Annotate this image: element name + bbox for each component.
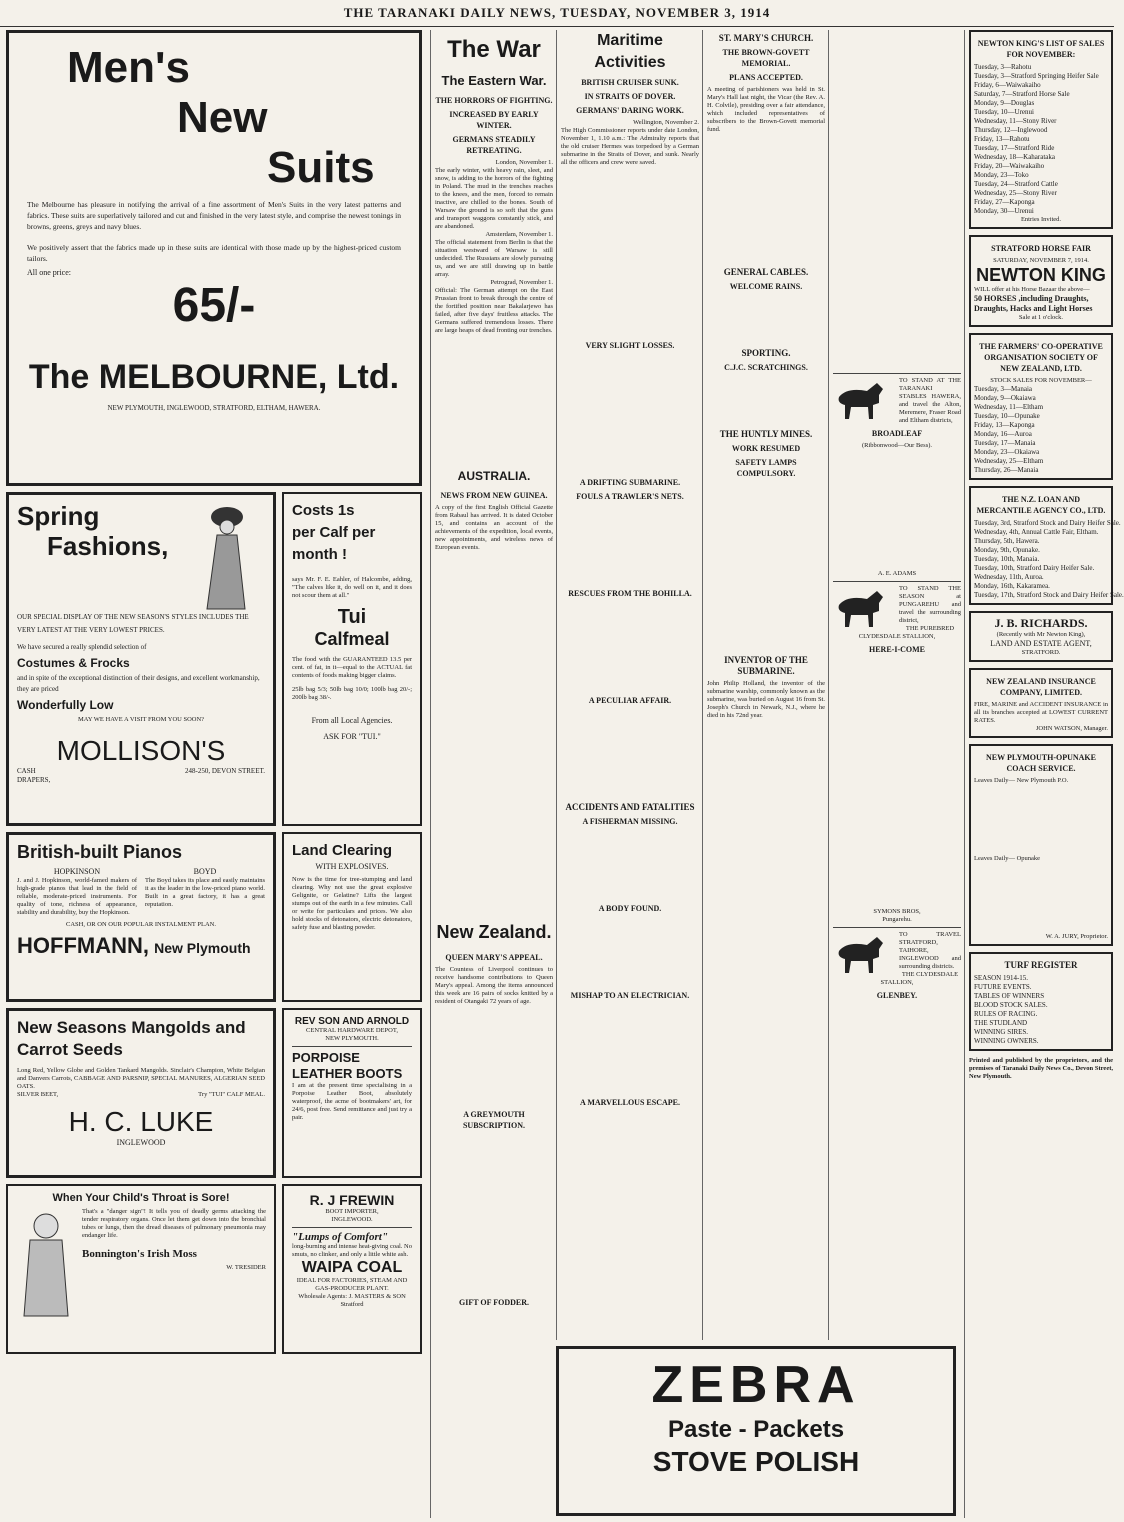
column-war: [430, 30, 553, 1518]
calf-body: The food with the GUARANTEED 13.5 per cent. of fat, in it—equal to the ACTUAL fat contents of foods making bigger claims.: [292, 656, 412, 679]
body-found-heading: A BODY FOUND.: [598, 904, 662, 913]
zebra-line-2: STOVE POLISH: [652, 1446, 860, 1477]
loan-sale-item: Wednesday, 11th, Auroa.: [974, 573, 1044, 581]
richards-place: STRATFORD.: [1021, 649, 1061, 656]
war-title: The War: [447, 36, 541, 63]
hoffmann-name: HOFFMANN,: [17, 933, 149, 958]
coal-agents: Wholesale Agents: J. MASTERS & SON: [298, 1293, 406, 1300]
broadleaf-name: BROADLEAF: [871, 429, 923, 438]
ad-company: The MELBOURNE, Ltd.: [28, 358, 400, 396]
loan-sale-item: Monday, 9th, Opunake.: [974, 546, 1040, 554]
farmers-sale-item: Tuesday, 17—Manaia: [974, 439, 1036, 447]
calfmeal-brand: Calfmeal: [314, 629, 390, 649]
turf-item: SEASON 1914-15.: [974, 974, 1029, 982]
ad-assert: We positively assert that the fabrics made up in these suits are identical with those made up by the highest-priced custom tailors.: [27, 243, 401, 263]
loan-sale-item: Tuesday, 10th, Manaia.: [974, 555, 1040, 563]
queen-mary-heading: QUEEN MARY'S APPEAL.: [445, 953, 543, 962]
throat-title: When Your Child's Throat is Sore!: [52, 1192, 230, 1204]
masthead: THE TARANAKI DAILY NEWS, TUESDAY, NOVEMBER 3, 1914: [0, 0, 1114, 27]
farmers-sale-item: Monday, 9—Okaiawa: [974, 394, 1036, 402]
ad-title-mens: Men's: [67, 43, 190, 92]
newton-sale-item: Wednesday, 11—Stony River: [974, 117, 1057, 125]
symons-place: Pungarehu.: [882, 916, 912, 923]
newton-sale-item: Monday, 9—Douglas: [974, 99, 1035, 107]
zebra-brand: ZEBRA: [651, 1356, 861, 1414]
spring-variety: and in spite of the exceptional distinction of their designs, and excellent workmanship, they are priced: [17, 674, 260, 693]
land-sub: WITH EXPLOSIVES.: [315, 862, 389, 871]
mangolds-ad: [6, 1008, 276, 1178]
hopkinson-name: HOPKINSON: [53, 867, 101, 876]
ad-title-new: New: [177, 93, 268, 142]
calf-title-3: month !: [292, 546, 347, 563]
war-body-text-2: [435, 552, 553, 912]
richards-sub: (Recently with Mr Newton King),: [996, 631, 1086, 638]
rev-place: NEW PLYMOUTH.: [325, 1035, 379, 1042]
land-title: Land Clearing: [292, 842, 393, 859]
church-title: ST. MARY'S CHURCH.: [718, 33, 814, 43]
calf-title-1: Costs 1s: [292, 502, 355, 519]
zebra-ad: [556, 1346, 956, 1516]
newton-sale-item: Wednesday, 18—Kaharataka: [974, 153, 1056, 161]
newton-sale-item: Friday, 13—Rahotu: [974, 135, 1030, 143]
turf-item: WINNING SIRES.: [974, 1028, 1029, 1036]
throat-dealer: W. TRESIDER: [226, 1264, 266, 1271]
church-body-text-3: [707, 376, 825, 426]
throat-body: That's a "danger sign"! It tells you of deadly germs attacking the tender respiratory organs. Once let them get down into the bronchial tubes or lungs, then the dread diseases of pulmonary pneumonia may endanger life.: [82, 1208, 266, 1239]
church-body-text-2: [707, 295, 825, 345]
mishap-heading: MISHAP TO AN ELECTRICIAN.: [570, 991, 690, 1000]
maritime-heading-1: BRITISH CRUISER SUNK.: [581, 78, 679, 87]
maritime-body-text-6: [561, 830, 699, 900]
farmers-sale-item: Wednesday, 11—Eltham: [974, 403, 1044, 411]
rev-depot: CENTRAL HARDWARE DEPOT,: [306, 1027, 398, 1034]
cjc-heading: C.J.C. SCRATCHINGS.: [724, 363, 808, 372]
fodder-heading: GIFT OF FODDER.: [458, 1298, 529, 1307]
newton-sale-item: Saturday, 7—Stratford Horse Sale: [974, 90, 1070, 98]
farmers-sales-ad: [969, 333, 1113, 480]
glenbey-text: [833, 1004, 961, 1204]
here-heading: TO STAND THE SEASON at PUNGAREHU and travel the surrounding district,: [899, 585, 961, 624]
horse-sale-time: Sale at 1 o'clock.: [1018, 314, 1064, 321]
church-para: A meeting of parishioners was held in St. Mary's Hall last night, the Vicar (the Rev. A. H. Colvile), presiding over a fair attendance, which included representatives of subscribers to the Brown-Govett memorial fund.: [707, 86, 825, 133]
maritime-body-text: [561, 167, 699, 337]
symons-firm: SYMONS BROS,: [873, 908, 921, 915]
lamps-heading: SAFETY LAMPS COMPULSORY.: [735, 458, 797, 478]
farmers-sale-item: Tuesday, 10—Opunake: [974, 412, 1040, 420]
insurance-body: FIRE, MARINE and ACCIDENT INSURANCE in all its branches accepted at LOWEST CURRENT RATES.: [974, 701, 1108, 724]
loan-sale-item: Monday, 16th, Kakaramea.: [974, 582, 1050, 590]
fisherman-heading: A FISHERMAN MISSING.: [582, 817, 678, 826]
spring-body: OUR SPECIAL DISPLAY OF THE NEW SEASON'S STYLES INCLUDES THE VERY LATEST AT THE VERY LOWEST PRICES.: [17, 613, 249, 634]
maritime-body-text-7: [561, 917, 699, 987]
newton-sale-item: Thursday, 12—Inglewood: [974, 126, 1048, 134]
mollisons-cash: CASH: [17, 767, 36, 775]
column-right: [964, 30, 1124, 1518]
loan-sale-item: Wednesday, 4th, Annual Cattle Fair, Eltham.: [974, 528, 1099, 536]
rains-heading: WELCOME RAINS.: [729, 282, 803, 291]
irish-moss-ad: [6, 1184, 276, 1354]
ad-title-suits: Suits: [267, 143, 375, 192]
hopkinson-body: J. and J. Hopkinson, world-famed makers of high-grade pianos that lead in the field of reliable, moderate-priced instruments. For quality of tone, richness of appearance, stability and durability, buy the Hopkinson.: [17, 877, 137, 916]
inventor-para: John Philip Holland, the inventor of the submarine warship, commonly known as the submarine, was buried on August 16 from St. Joseph's Church in Newark, N.J., where he died in his 72nd year.: [707, 680, 825, 719]
footer-imprint: Printed and published by the proprietors, and the premises of Taranaki Daily News Co., Devon Street, New Plymouth.: [969, 1057, 1113, 1080]
insurance-title: NEW ZEALAND INSURANCE COMPANY, LIMITED.: [986, 677, 1096, 697]
maritime-body-text-9: [561, 1111, 699, 1171]
horse-fifty: 50 HORSES ,including Draughts, Draughts, Hacks and Light Horses: [974, 294, 1093, 313]
new-zealand-title: New Zealand.: [436, 922, 552, 942]
mollisons-address: 248-250, DEVON STREET.: [185, 767, 265, 775]
turf-item: BLOOD STOCK SALES.: [974, 1001, 1048, 1009]
newton-king-name: NEWTON KING: [976, 265, 1106, 285]
column-ads-left: [6, 30, 422, 1518]
war-para-5: The Countess of Liverpool continues to receive handsome contributions to Queen Mary's appeal. Among the items announced this week are 16 pairs of socks knitted by a resident of Otangaki 72 years of age.: [435, 966, 553, 1005]
maritime-dateline: Wellington, November 2.: [633, 119, 699, 126]
frewin-coal-ad: [282, 1184, 422, 1354]
horse-offer: WILL offer at his Horse Bazaar the above—: [974, 286, 1090, 293]
newton-sale-item: Tuesday, 3—Rahotu: [974, 63, 1032, 71]
church-body-text-5: [707, 720, 825, 1280]
horse-fair-date: SATURDAY, NOVEMBER 7, 1914.: [993, 257, 1089, 264]
church-heading-2: PLANS ACCEPTED.: [729, 73, 803, 82]
newton-sale-item: Monday, 30—Urenui: [974, 207, 1034, 215]
land-clearing-ad: [282, 832, 422, 1002]
newton-list-items: [974, 63, 1108, 216]
calf-quote: says Mr. F. E. Eahler, of Halcombe, adding, "The calves like it, do well on it, and it does not scour them at all.": [292, 576, 412, 599]
pianos-title: British-built Pianos: [17, 842, 183, 862]
here-name: HERE-I-COME: [869, 645, 925, 654]
war-para-4: A copy of the first English Official Gazette from Rabaul has arrived. It is dated October 15, and contains an account of the achievements of the expedition, local events, new appointments, and wireless news of European events.: [435, 504, 553, 551]
maritime-heading-2: IN STRAITS OF DOVER.: [584, 92, 676, 101]
war-para-1: The early winter, with heavy rain, sleet, and snow, is adding to the horrors of the fighting in Poland. The mud in the trenches reaches to the knees, and the men, forced to remain inactive, are chilled to the bones. South of Warsaw the ground is so soft that the guns and transport waggons constantly stick, and are abandoned.: [435, 167, 553, 230]
coal-ideal: IDEAL FOR FACTORIES, STEAM AND GAS-PRODUCER PLANT.: [296, 1277, 408, 1292]
drifting-heading: A DRIFTING SUBMARINE.: [579, 478, 681, 487]
cables-heading: GENERAL CABLES.: [723, 267, 809, 277]
boyd-body: The Boyd takes its place and easily maintains it as the leader in the low-priced piano world. Built in a great factory, it has a great reputation.: [145, 877, 265, 908]
coal-title: "Lumps of Comfort": [292, 1231, 388, 1243]
ad-all-one-price: All one price:: [27, 268, 71, 277]
maritime-body-text-5: [561, 709, 699, 799]
land-body: Now is the time for tree-stumping and land clearing. Why not use the great explosive Gelignite, or Gelatine? Lifts the largest stumps out of the earth in a few minutes. Call or write for particulars and prices. We also hold stocks of detonators, electric detonators, safety fuse and blasting powder.: [292, 876, 412, 931]
loan-sale-item: Tuesday, 3rd, Stratford Stock and Dairy Heifer Sale.: [974, 519, 1121, 527]
glenbey-sub: THE CLYDESDALE STALLION,: [880, 971, 959, 986]
newton-sale-item: Tuesday, 17—Stratford Ride: [974, 144, 1055, 152]
calf-agencies: From all Local Agencies.: [311, 716, 393, 725]
maritime-body-text-8: [561, 1004, 699, 1094]
boots-body: I am at the present time specialising in a Porpoise Leather Boot, absolutely waterproof, the acme of bootmakers' art, for 24/6, post free. Send remittance and just try a pair.: [292, 1082, 412, 1121]
loan-sale-item: Thursday, 5th, Hawera.: [974, 537, 1040, 545]
mangolds-silver: SILVER BEET,: [17, 1091, 59, 1098]
pianos-ad: [6, 832, 276, 1002]
pianos-terms: CASH, OR ON OUR POPULAR INSTALMENT PLAN.: [66, 921, 216, 928]
mangolds-try: Try "TUI" CALF MEAL.: [198, 1091, 265, 1098]
farmers-list-items: [974, 385, 1108, 475]
here-sub: THE PUREBRED CLYDESDALE STALLION,: [858, 625, 955, 640]
entries-invited: Entries Invited.: [1020, 216, 1062, 223]
mangolds-body: Long Red, Yellow Globe and Golden Tankard Mangolds. Sinclair's Champion, White Belgian and Danvers Carrots, CABBAGE AND PARSNIP, SPECIAL MANURES, ALGERIAN SEED OATS.: [17, 1067, 265, 1090]
hoffmann-place: New Plymouth: [154, 940, 251, 956]
mangolds-title: New Seasons Mangolds and Carrot Seeds: [17, 1018, 246, 1059]
coach-timetable-np: [974, 785, 1108, 855]
calf-prices: 25lb bag 5/3; 50lb bag 10/0; 100lb bag 20/-; 200lb bag 38/-.: [292, 686, 412, 701]
farmers-title: THE FARMERS' CO-OPERATIVE ORGANISATION SOCIETY OF NEW ZEALAND, LTD.: [979, 342, 1103, 373]
newton-sale-item: Wednesday, 25—Stony River: [974, 189, 1057, 197]
boots-title: PORPOISE LEATHER BOOTS: [292, 1050, 403, 1081]
calf-ask: ASK FOR "TUI.": [323, 732, 381, 741]
lady-illustration-icon: [181, 501, 265, 611]
newton-list-title: NEWTON KING'S LIST OF SALES FOR NOVEMBER:: [977, 39, 1105, 59]
tui-brand: Tui: [337, 606, 367, 628]
column-church: [702, 30, 825, 1340]
coach-title: NEW PLYMOUTH-OPUNAKE COACH SERVICE.: [985, 753, 1096, 773]
turf-item: THE STUDLAND: [974, 1019, 1028, 1027]
turf-item: RULES OF RACING.: [974, 1010, 1038, 1018]
accidents-heading: ACCIDENTS AND FATALITIES: [565, 802, 695, 812]
war-heading-3: GERMANS STEADILY RETREATING.: [452, 135, 536, 155]
horse-illustration-icon: [833, 379, 893, 423]
resumed-heading: WORK RESUMED: [731, 444, 801, 453]
war-para-3: Official: The German attempt on the East Prussian front to break through the centre of the fortified position near Bakalarjewo has failed, after five days' fruitless attacks. The Germans suffered tremendous losses. There are large heaps of dead fronting our trenches.: [435, 287, 553, 334]
mollisons-name: MOLLISON'S: [56, 735, 226, 766]
spring-selection: We have secured a really splendid selection of: [17, 643, 147, 651]
tui-calfmeal-ad: [282, 492, 422, 826]
mollisons-drapers: DRAPERS,: [17, 776, 51, 784]
luke-name: H. C. LUKE: [68, 1106, 214, 1137]
turf-item: FUTURE EVENTS.: [974, 983, 1032, 991]
australia-heading: AUSTRALIA.: [457, 469, 531, 483]
turf-list-items: [974, 974, 1108, 1046]
war-dateline-2: Amsterdam, November 1.: [485, 231, 553, 238]
coach-leaves-np: Leaves Daily— New Plymouth P.O.: [974, 777, 1069, 784]
turf-item: TABLES OF WINNERS: [974, 992, 1045, 1000]
coach-service-ad: [969, 744, 1113, 946]
spring-low: Wonderfully Low: [17, 698, 114, 712]
maritime-title: Maritime Activities: [594, 32, 666, 71]
farmers-sale-item: Friday, 13—Kaponga: [974, 421, 1035, 429]
eastern-war-title: The Eastern War.: [441, 73, 547, 88]
insurance-manager: JOHN WATSON, Manager.: [1035, 725, 1108, 732]
loan-title: THE N.Z. LOAN AND MERCANTILE AGENCY CO., LTD.: [976, 495, 1106, 515]
coach-leaves-op: Leaves Daily— Opunake: [974, 855, 1041, 862]
newton-sale-item: Tuesday, 3—Stratford Springing Heifer Sale: [974, 72, 1099, 80]
inventor-heading: INVENTOR OF THE SUBMARINE.: [724, 655, 808, 676]
farmers-sale-item: Thursday, 26—Manaia: [974, 466, 1039, 474]
coal-body: long-burning and intense heat-giving coal. No smuts, no clinker, and only a little white ash.: [292, 1243, 412, 1258]
frewin-place: INGLEWOOD.: [331, 1216, 373, 1223]
spring-title: Spring: [17, 501, 100, 531]
fouls-heading: FOULS A TRAWLER'S NETS.: [576, 492, 684, 501]
insurance-ad: [969, 668, 1113, 738]
spring-visit: MAY WE HAVE A VISIT FROM YOU SOON?: [77, 716, 205, 723]
here-text: [833, 658, 961, 908]
maritime-heading-3: GERMANS' DARING WORK.: [576, 106, 684, 115]
greymouth-heading: A GREYMOUTH SUBSCRIPTION.: [462, 1110, 525, 1130]
frewin-name: R. J FREWIN: [309, 1192, 395, 1208]
submarine-continued-text: [833, 30, 961, 370]
war-body-text-3: [435, 1006, 553, 1106]
peculiar-heading: A PECULIAR AFFAIR.: [588, 696, 672, 705]
coach-proprietor: W. A. JURY, Proprietor.: [1045, 933, 1108, 940]
newton-sale-item: Friday, 6—Waiwakaiho: [974, 81, 1041, 89]
farmers-sale-item: Monday, 23—Okaiawa: [974, 448, 1040, 456]
loan-sale-item: Tuesday, 17th, Stratford Stock and Dairy Heifer Sale.: [974, 591, 1124, 599]
escape-heading: A MARVELLOUS ESCAPE.: [580, 1098, 680, 1107]
sporting-heading: SPORTING.: [741, 348, 791, 358]
newton-sales-list: [969, 30, 1113, 229]
calf-title-2: per Calf per: [292, 524, 376, 541]
richards-land-agent: LAND AND ESTATE AGENT,: [990, 639, 1092, 648]
war-dateline: London, November 1.: [495, 159, 553, 166]
church-body-text: [707, 134, 825, 264]
irish-moss-brand: Bonnington's Irish Moss: [82, 1248, 197, 1260]
guinea-heading: NEWS FROM NEW GUINEA.: [440, 491, 548, 500]
maritime-body-text-4: [561, 602, 699, 692]
newton-sale-item: Tuesday, 10—Urenui: [974, 108, 1034, 116]
losses-heading: VERY SLIGHT LOSSES.: [585, 341, 675, 350]
farmers-sale-item: Wednesday, 25—Eltham: [974, 457, 1044, 465]
broadleaf-sub: (Ribbonwood—Our Bess).: [861, 442, 933, 449]
waipa-brand: WAIPA COAL: [301, 1259, 403, 1276]
spring-costumes: Costumes & Frocks: [17, 656, 130, 670]
loan-agency-ad: [969, 486, 1124, 605]
farmers-stock-sales: STOCK SALES FOR NOVEMBER—: [990, 377, 1092, 384]
broadleaf-heading: TO STAND AT THE TARANAKI STABLES HAWERA, and travel the Alton, Meremere, Fraser Road and Eltham districts,: [899, 377, 961, 424]
child-illustration-icon: [16, 1208, 76, 1318]
newton-sale-item: Friday, 20—Waiwakaiho: [974, 162, 1045, 170]
war-heading-2: INCREASED BY EARLY WINTER.: [449, 110, 539, 130]
coal-place: Stratford: [340, 1301, 364, 1308]
farmers-sale-item: Tuesday, 3—Manaia: [974, 385, 1033, 393]
turf-item: WINNING OWNERS.: [974, 1037, 1039, 1045]
church-heading-1: THE BROWN-GOVETT MEMORIAL.: [722, 48, 810, 68]
church-body-text-4: [707, 482, 825, 652]
rev-son-arnold-ad: [282, 1008, 422, 1178]
ad-price: 65/-: [172, 279, 256, 332]
ad-locations: NEW PLYMOUTH, INGLEWOOD, STRATFORD, ELTHAM, HAWERA.: [107, 404, 321, 412]
loan-list-items: [974, 519, 1124, 600]
newton-sale-item: Friday, 27—Kaponga: [974, 198, 1035, 206]
war-body-text-5: [435, 1311, 553, 1401]
maritime-body-text-3: [561, 505, 699, 585]
maritime-para-1: The High Commissioner reports under date London, November 1, 1.10 a.m.: The Admiralty reports that the old cruiser Hermes was torpedoed by a German submarine in the Straits of Dover, and sunk. Nearly all the officers and crew were saved.: [561, 127, 699, 166]
zebra-line-1: Paste - Packets: [667, 1416, 845, 1443]
newton-sale-item: Monday, 23—Toko: [974, 171, 1029, 179]
maritime-body-text-2: [561, 354, 699, 474]
richards-ad: [969, 611, 1113, 662]
horse-illustration-icon: [833, 587, 893, 631]
horse-illustration-icon: [833, 933, 893, 977]
war-heading-1: THE HORRORS OF FIGHTING.: [435, 96, 553, 105]
horse-fair-ad: [969, 235, 1113, 327]
coach-timetable-op: [974, 863, 1108, 933]
turf-register-ad: [969, 952, 1113, 1051]
war-para-2: The official statement from Berlin is that the situation westward of Warsaw is still undecided. The Russians are slowly pursuing us, and we are still drawing up in battle array.: [435, 239, 553, 278]
war-dateline-3: Petrograd, November 1.: [490, 279, 553, 286]
luke-place: INGLEWOOD: [116, 1138, 166, 1147]
horse-fair-title: STRATFORD HORSE FAIR: [991, 244, 1091, 253]
war-body-text: [435, 335, 553, 465]
richards-name: J. B. RICHARDS.: [994, 616, 1088, 630]
war-body-text-4: [435, 1134, 553, 1294]
rescues-heading: RESCUES FROM THE BOHILLA.: [568, 589, 692, 598]
ad-body: The Melbourne has pleasure in notifying the arrival of a fine assortment of Men's Suits in the very latest patterns and fabrics. These suits are superlatively tailored and cut and finished in the very latest style, and comprise the newest tonings in browns, greens, greys and navy blues.: [27, 200, 401, 231]
newton-sale-item: Tuesday, 24—Stratford Cattle: [974, 180, 1058, 188]
fashions-title: Fashions,: [47, 531, 169, 561]
farmers-sale-item: Monday, 16—Auroa: [974, 430, 1032, 438]
loan-sale-item: Tuesday, 10th, Stratford Dairy Heifer Sale.: [974, 564, 1095, 572]
huntly-heading: THE HUNTLY MINES.: [719, 429, 813, 439]
column-stallions: [828, 30, 961, 1340]
turf-title: TURF REGISTER: [1004, 960, 1078, 970]
broadleaf-proprietor: A. E. ADAMS: [877, 570, 917, 577]
glenbey-name: GLENBEY.: [876, 991, 918, 1000]
boyd-name: BOYD: [193, 867, 217, 876]
frewin-trade: BOOT IMPORTER,: [325, 1208, 379, 1215]
spring-fashions-ad: [6, 492, 276, 826]
glenbey-heading: TO TRAVEL STRATFORD, TAIHORE, INGLEWOOD and surrounding districts.: [899, 931, 961, 970]
column-maritime: [556, 30, 699, 1340]
mens-suits-ad: [6, 30, 422, 486]
broadleaf-text: [833, 450, 961, 570]
rev-firm: REV SON AND ARNOLD: [294, 1016, 410, 1027]
